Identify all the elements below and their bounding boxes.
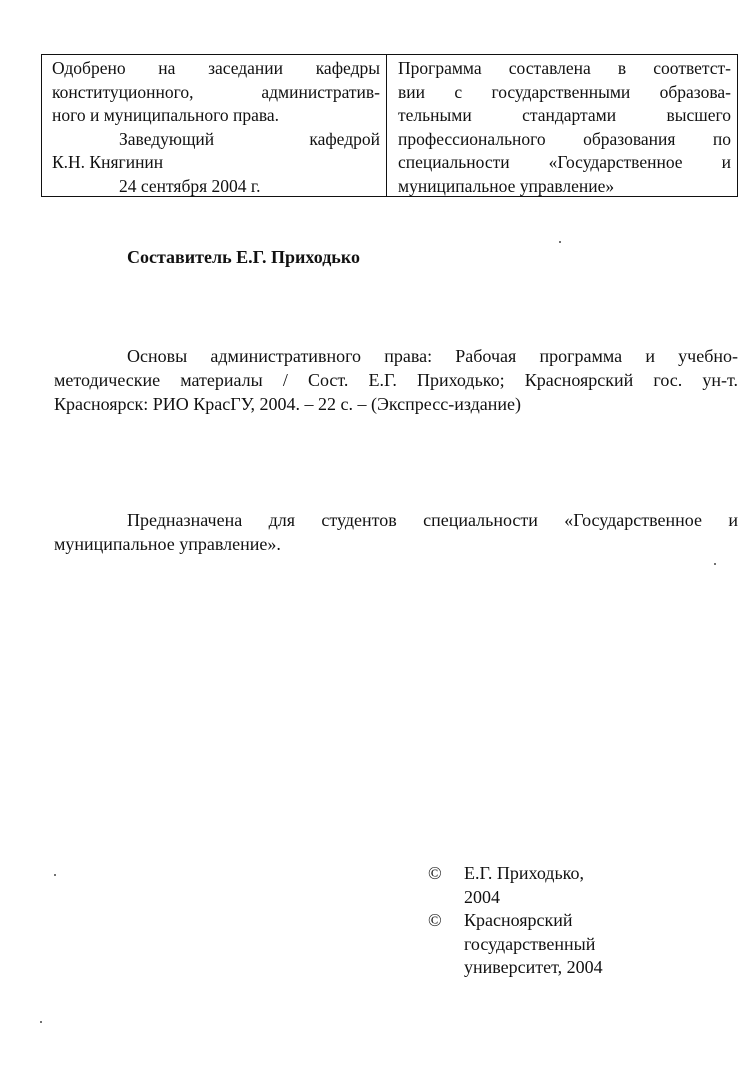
- standards-line: специальности «Государственное и: [398, 152, 731, 172]
- copyright-icon: ©: [428, 910, 442, 930]
- standards-line: профессионального образования по: [398, 128, 731, 149]
- purpose-line: Предназначена для студентов специальности «Государственное и: [127, 510, 738, 530]
- approval-line: Одобрено на заседании кафедры: [52, 58, 380, 78]
- copyright-icon: ©: [428, 863, 442, 883]
- biblio-line: Основы административного права: Рабочая программа и учебно-: [127, 346, 738, 366]
- approval-date: 24 сентября 2004 г.: [119, 175, 261, 196]
- scan-speck: [40, 1021, 42, 1023]
- purpose-line: муниципальное управление».: [54, 534, 281, 554]
- scan-speck: [559, 241, 561, 243]
- standards-line: муниципальное управление»: [398, 175, 615, 196]
- copyright-university: [428, 909, 603, 980]
- biblio-line: Красноярск: РИО КрасГУ, 2004. – 22 с. – (Экспресс-издание): [54, 394, 522, 414]
- scan-speck: [714, 563, 716, 565]
- copyright-line: Е.Г. Приходько,: [464, 863, 584, 883]
- department-head-title: Заведующий кафедрой: [119, 128, 380, 149]
- copyright-author: [428, 862, 603, 909]
- bibliographic-description: [54, 344, 738, 416]
- standards-line: вии с государственными образова-: [398, 81, 731, 102]
- approval-line: конституционного, административ-: [52, 81, 380, 102]
- copyright-line: университет, 2004: [464, 957, 603, 977]
- department-head-name: К.Н. Княгинин: [52, 152, 164, 172]
- biblio-line: методические материалы / Сост. Е.Г. Приходько; Красноярский гос. ун-т.: [54, 370, 738, 390]
- compiler-credit: Составитель Е.Г. Приходько: [127, 247, 360, 267]
- copyright-line: Красноярский: [464, 910, 573, 930]
- purpose-statement: [54, 508, 738, 556]
- copyright-block: [428, 862, 603, 980]
- copyright-line: 2004: [464, 886, 500, 907]
- standards-line: Программа составлена в соответст-: [398, 58, 731, 78]
- standards-line: тельными стандартами высшего: [398, 105, 731, 125]
- approval-cell: [42, 55, 387, 196]
- approval-line: ного и муниципального права.: [52, 105, 280, 125]
- approval-table: [41, 54, 738, 197]
- copyright-line: государственный: [464, 933, 596, 954]
- standards-cell: [387, 55, 737, 196]
- scan-speck: [54, 874, 56, 876]
